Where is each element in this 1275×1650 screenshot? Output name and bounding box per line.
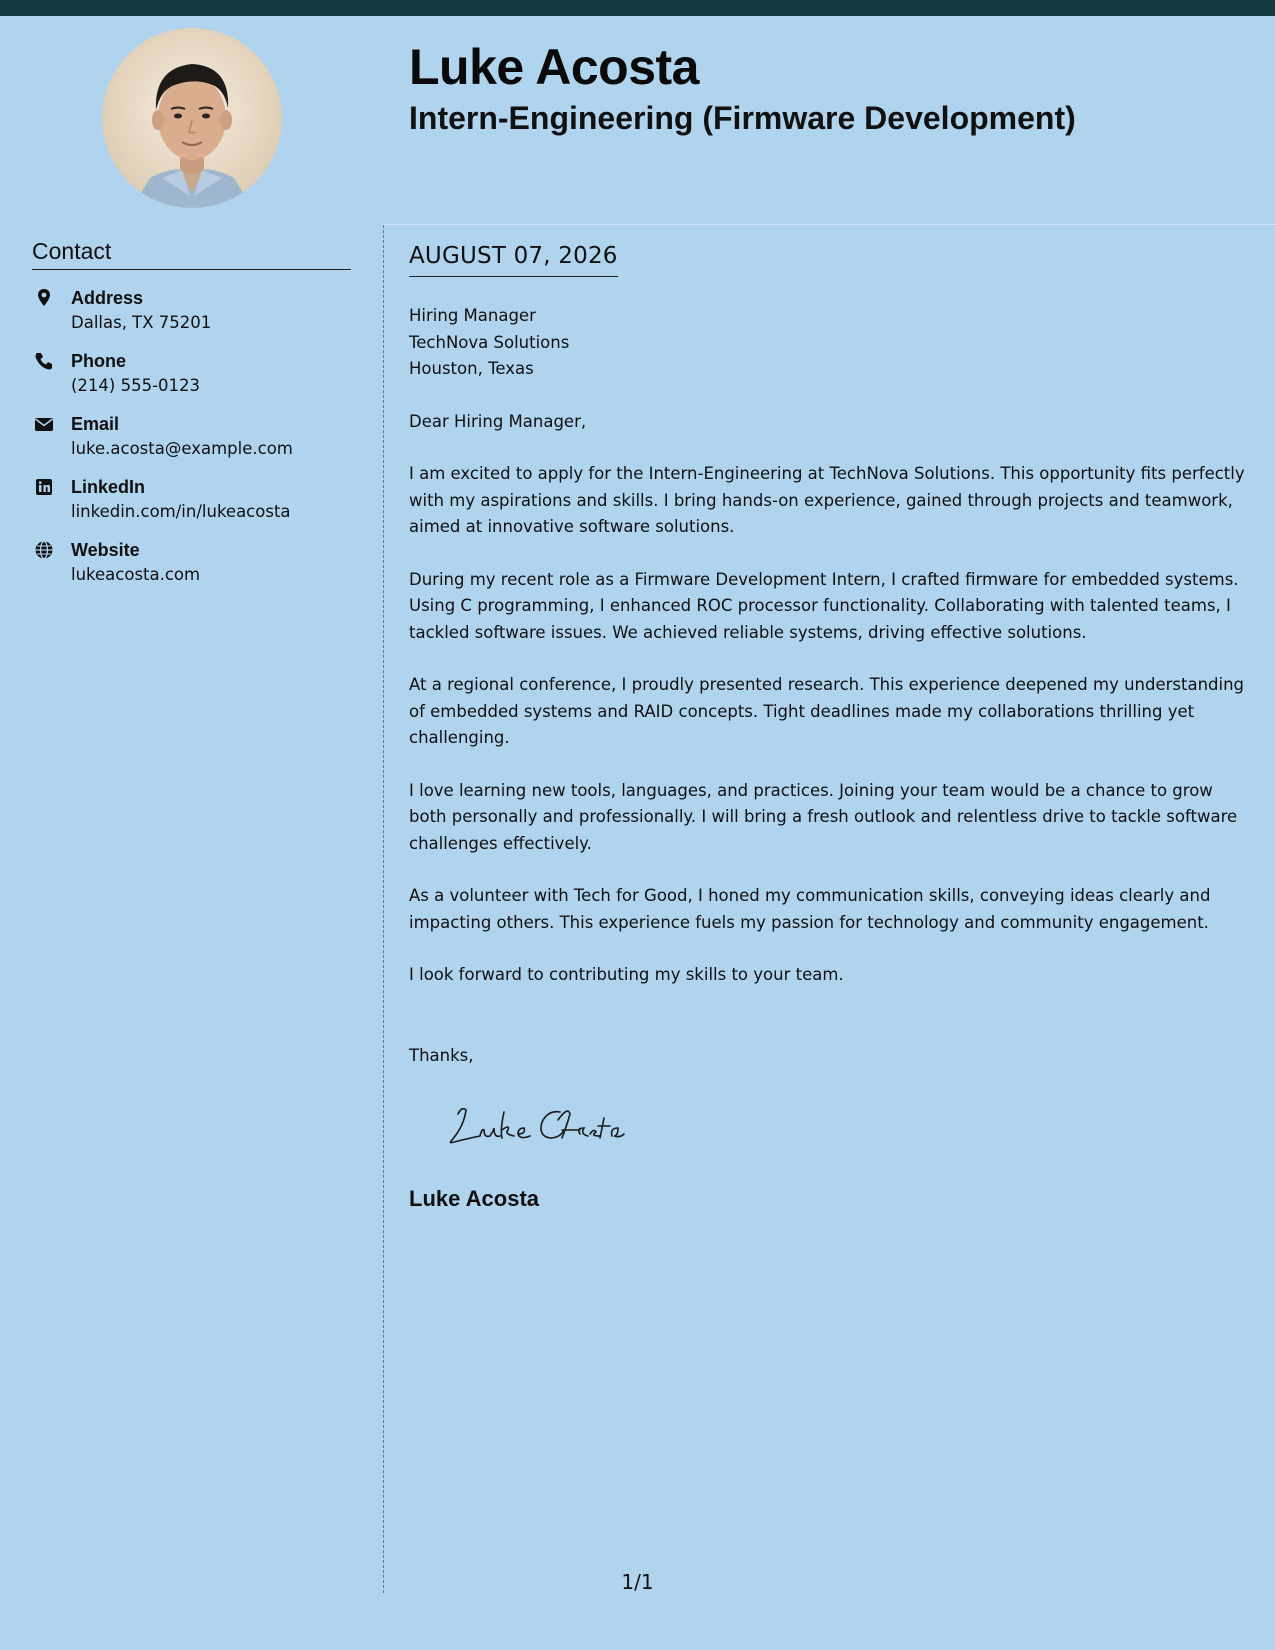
letter-paragraph: I love learning new tools, languages, and practices. Joining your team would be a chance to grow both personally and professionally. I will bring a fresh outlook and relentless drive to tackle software challenges effectively. <box>409 780 1238 853</box>
header-divider <box>383 224 1275 225</box>
contact-value: (214) 555-0123 <box>71 376 201 395</box>
recipient-block <box>409 303 1251 383</box>
letter-paragraph: At a regional conference, I proudly presented research. This experience deepened my understanding of embedded systems and RAID concepts. Tight deadlines made my collaborations thrilling yet challenging. <box>409 675 1245 747</box>
signed-name: Luke Acosta <box>409 1186 540 1211</box>
salutation: Dear Hiring Manager, <box>409 411 587 431</box>
letter-paragraph: I look forward to contributing my skills to your team. <box>409 965 844 984</box>
applicant-name: Luke Acosta <box>409 39 699 95</box>
linkedin-icon <box>34 477 54 497</box>
page-number: 1/1 <box>621 1570 654 1594</box>
letter-paragraph: As a volunteer with Tech for Good, I honed my communication skills, conveying ideas clearly and impacting others. This experience fuels my passion for technology and community engagement. <box>409 886 1211 932</box>
contact-value: luke.acosta@example.com <box>71 439 293 458</box>
contact-label: Address <box>71 288 144 308</box>
applicant-job-title: Intern-Engineering (Firmware Development) <box>409 100 1076 136</box>
contact-value: linkedin.com/in/lukeacosta <box>71 502 291 521</box>
recipient-name: Hiring Manager <box>409 306 536 325</box>
letter-date: AUGUST 07, 2026 <box>409 245 618 277</box>
contact-value: lukeacosta.com <box>71 565 201 584</box>
map-pin-icon <box>34 288 54 308</box>
phone-icon <box>34 351 54 371</box>
contact-label: Website <box>71 540 140 560</box>
contact-label: Phone <box>71 351 127 371</box>
contact-heading: Contact <box>32 240 351 270</box>
handwritten-signature <box>440 1100 660 1150</box>
envelope-icon <box>34 414 54 434</box>
profile-photo <box>102 28 282 208</box>
closing: Thanks, <box>409 1046 474 1065</box>
globe-icon <box>34 540 54 560</box>
letter-paragraph: During my recent role as a Firmware Development Intern, I crafted firmware for embedded systems. Using C programming, I enhanced ROC processor functionality. Collaborating with talented teams, I tackled software issues. We achieved reliable systems, driving effective solutions. <box>409 569 1239 642</box>
letter-body <box>409 303 1251 989</box>
letter-paragraph: I am excited to apply for the Intern-Engineering at TechNova Solutions. This opportunity fits perfectly with my aspirations and skills. I bring hands-on experience, gained through projects and teamwork, aimed at innovative software solutions. <box>409 464 1245 536</box>
recipient-company: TechNova Solutions <box>409 332 570 352</box>
recipient-location: Houston, Texas <box>409 359 534 378</box>
contact-label: Email <box>71 414 120 434</box>
column-divider <box>383 225 384 1593</box>
contact-label: LinkedIn <box>71 477 146 497</box>
contact-value: Dallas, TX 75201 <box>71 313 212 332</box>
top-accent-bar <box>0 0 1275 16</box>
